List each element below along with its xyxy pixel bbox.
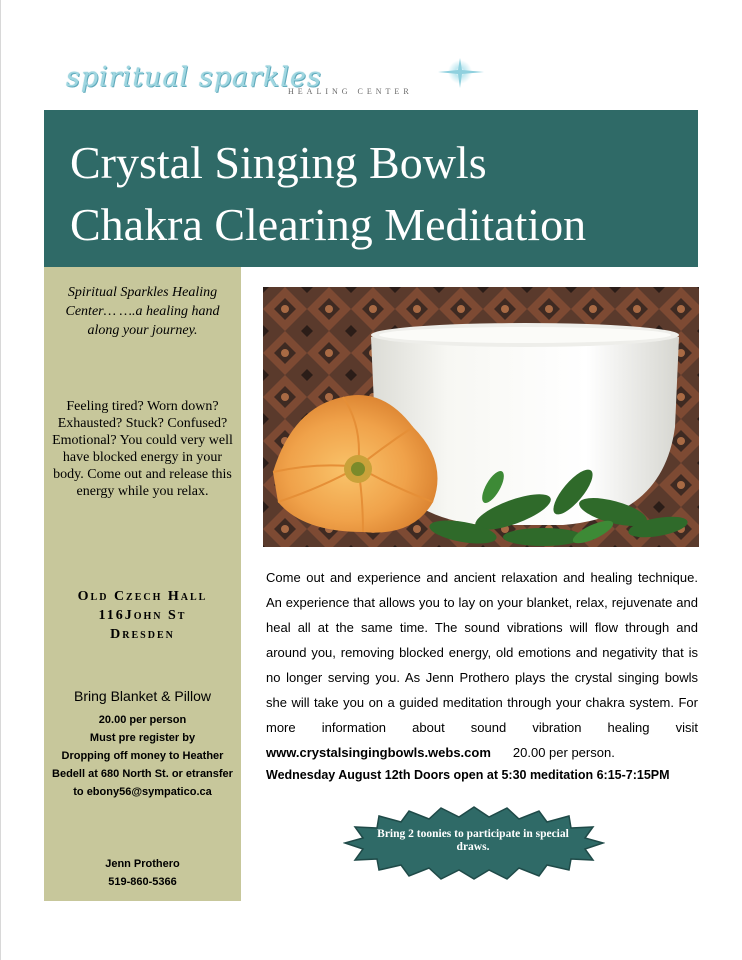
event-date: Wednesday August 12th Doors open at 5:30 meditation 6:15-7:15PM: [266, 768, 670, 782]
title-line-2: Chakra Clearing Meditation: [70, 199, 587, 250]
logo-script-text: spiritual sparkles: [66, 62, 322, 93]
preregister-line-4: to ebony56@sympatico.ca: [73, 786, 212, 798]
contact-phone: 519-860-5366: [108, 876, 177, 888]
main-price: 20.00 per person.: [512, 745, 615, 760]
crystal-bowl-illustration: [263, 287, 699, 547]
bring-heading: Bring Blanket & Pillow: [74, 688, 211, 704]
logo: [66, 58, 486, 102]
contact-block: [48, 855, 237, 891]
sidebar-price: 20.00 per person: [98, 714, 187, 726]
feeling-text: Feeling tired? Worn down? Exhausted? Stuck? Confused? Emotional? You could very well have blocked energy in your body. Come out and release this energy while you relax.: [52, 399, 233, 499]
header-band: [44, 110, 698, 267]
venue-name: Old Czech Hall: [77, 589, 208, 604]
title-line-1: Crystal Singing Bowls: [70, 137, 487, 188]
logo-subtitle: HEALING CENTER: [288, 87, 413, 96]
sparkle-star-icon: [438, 58, 484, 90]
contact-name: Jenn Prothero: [105, 858, 180, 870]
page-title: [70, 132, 586, 256]
venue-town: Dresden: [110, 627, 175, 642]
preregister-line-2: Dropping off money to Heather: [61, 750, 224, 762]
crystal-bowl-photo: [263, 287, 699, 547]
website-link[interactable]: www.crystalsingingbowls.webs.com: [266, 745, 491, 760]
preregister-line-1: Must pre register by: [89, 732, 196, 744]
sidebar: [44, 267, 241, 901]
tagline: Spiritual Sparkles Healing Center… ….a healing hand along your journey.: [65, 285, 220, 338]
description-text: Come out and experience and ancient relaxation and healing technique. An experience that allows you to lay on your blanket, relax, rejuvenate and heal all at the same time. The sound vibrations will flow through and around you, removing blocked energy, old emotions and negativity that is no longer serving you. As Jenn Prothero plays the crystal singing bowls she will take you on a guided meditation through your chakra system. For more information about sound vibration healing visit: [266, 570, 698, 735]
preregister-line-3: Bedell at 680 North St. or etransfer: [52, 768, 233, 780]
venue-address: [48, 587, 237, 644]
starburst-text: Bring 2 toonies to participate in special draws.: [377, 828, 569, 853]
venue-street: 116John St: [98, 608, 187, 623]
registration-info: [48, 711, 237, 801]
description-paragraph: [266, 565, 698, 765]
